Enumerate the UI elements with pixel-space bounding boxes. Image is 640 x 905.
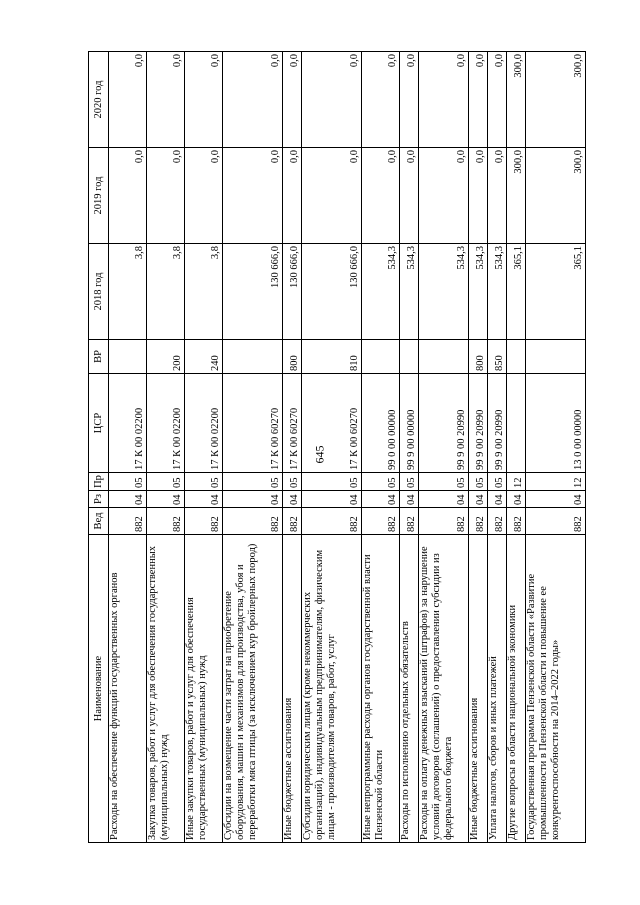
header-2020: 2020 год: [89, 52, 109, 148]
row-vr: [419, 340, 469, 374]
row-rz: 04: [147, 491, 185, 508]
row-ved: 882: [109, 508, 147, 535]
row-2020: 0,0: [362, 52, 400, 148]
row-2020: 0,0: [283, 52, 302, 148]
header-ved: Вед: [89, 508, 109, 535]
table-row: [109, 52, 147, 843]
row-vr: 800: [469, 340, 488, 374]
row-2019: 0,0: [400, 148, 419, 244]
row-2019: 0,0: [362, 148, 400, 244]
table-row: [469, 52, 488, 843]
row-vr: [109, 340, 147, 374]
row-2019: 0,0: [469, 148, 488, 244]
header-2018: 2018 год: [89, 244, 109, 340]
table-body: [109, 52, 586, 843]
row-ved: 882: [400, 508, 419, 535]
row-csr: 99 9 00 20990: [469, 374, 488, 473]
row-name: Иные непрограммные расходы органов государственной власти Пензенской области: [362, 535, 400, 843]
row-2019: 0,0: [147, 148, 185, 244]
table-row: [400, 52, 419, 843]
row-2020: 300,0: [526, 52, 586, 148]
row-csr: 99 9 00 20990: [488, 374, 507, 473]
row-pr: 05: [109, 473, 147, 491]
row-pr: 05: [302, 473, 362, 491]
row-2019: 0,0: [419, 148, 469, 244]
row-pr: 05: [283, 473, 302, 491]
row-vr: 810: [302, 340, 362, 374]
row-2018: 534,3: [488, 244, 507, 340]
row-vr: [400, 340, 419, 374]
row-name: Иные закупки товаров, работ и услуг для обеспечения государственных (муниципальных) нужд: [185, 535, 223, 843]
row-name: Субсидии на возмещение части затрат на приобретение оборудования, машин и механизмов для производства, убоя и переработки мяса птицы (за исключением кур бройлерных пород): [223, 535, 283, 843]
row-2018: 3,8: [109, 244, 147, 340]
row-pr: 12: [526, 473, 586, 491]
row-ved: 882: [362, 508, 400, 535]
row-pr: 05: [147, 473, 185, 491]
row-2019: 0,0: [223, 148, 283, 244]
row-rz: 04: [488, 491, 507, 508]
row-csr: 99 9 00 00000: [400, 374, 419, 473]
row-rz: 04: [419, 491, 469, 508]
table-row: [223, 52, 283, 843]
row-2018: 3,8: [185, 244, 223, 340]
row-rz: 04: [400, 491, 419, 508]
row-vr: 850: [488, 340, 507, 374]
row-2018: 130 666,0: [283, 244, 302, 340]
row-name: Иные бюджетные ассигнования: [283, 535, 302, 843]
row-name: Расходы на обеспечение функций государственных органов: [109, 535, 147, 843]
row-ved: 882: [507, 508, 526, 535]
row-2020: 0,0: [109, 52, 147, 148]
row-ved: 882: [185, 508, 223, 535]
row-csr: 17 К 00 02200: [109, 374, 147, 473]
row-2020: 0,0: [223, 52, 283, 148]
table-header-row: [89, 52, 109, 843]
row-2019: 0,0: [185, 148, 223, 244]
row-2019: 300,0: [526, 148, 586, 244]
row-2020: 0,0: [185, 52, 223, 148]
row-ved: 882: [223, 508, 283, 535]
row-2018: 130 666,0: [223, 244, 283, 340]
row-2020: 0,0: [469, 52, 488, 148]
row-pr: 05: [362, 473, 400, 491]
table-row: [283, 52, 302, 843]
row-csr: 17 К 00 02200: [185, 374, 223, 473]
header-2019: 2019 год: [89, 148, 109, 244]
row-ved: 882: [283, 508, 302, 535]
row-2020: 0,0: [419, 52, 469, 148]
row-name: Расходы на оплату денежных взысканий (штрафов) за нарушение условий договоров (соглашений) о предоставлении субсидии из федерального бюджета: [419, 535, 469, 843]
header-rz: Рз: [89, 491, 109, 508]
row-vr: [507, 340, 526, 374]
row-rz: 04: [302, 491, 362, 508]
row-rz: 04: [223, 491, 283, 508]
row-name: Расходы по исполнению отдельных обязательств: [400, 535, 419, 843]
row-2020: 300,0: [507, 52, 526, 148]
row-csr: 17 К 00 02200: [147, 374, 185, 473]
row-ved: 882: [419, 508, 469, 535]
page-number: 645: [312, 445, 327, 464]
header-vr: ВР: [89, 340, 109, 374]
header-csr: ЦСР: [89, 374, 109, 473]
row-vr: 200: [147, 340, 185, 374]
budget-table-container: [88, 52, 585, 843]
row-name: Другие вопросы в области национальной экономики: [507, 535, 526, 843]
row-csr: [507, 374, 526, 473]
row-rz: 04: [507, 491, 526, 508]
row-vr: [223, 340, 283, 374]
row-2018: 365,1: [526, 244, 586, 340]
row-pr: 05: [185, 473, 223, 491]
row-csr: 17 К 00 60270: [223, 374, 283, 473]
row-ved: 882: [526, 508, 586, 535]
table-row: [419, 52, 469, 843]
row-rz: 04: [469, 491, 488, 508]
table-row: [507, 52, 526, 843]
row-2018: 365,1: [507, 244, 526, 340]
row-name: Закупка товаров, работ и услуг для обеспечения государственных (муниципальных) нужд: [147, 535, 185, 843]
row-rz: 04: [362, 491, 400, 508]
row-2018: 534,3: [469, 244, 488, 340]
table-row: [526, 52, 586, 843]
row-ved: 882: [147, 508, 185, 535]
row-pr: 05: [223, 473, 283, 491]
row-vr: 800: [283, 340, 302, 374]
row-vr: [362, 340, 400, 374]
header-name: Наименование: [89, 535, 109, 843]
row-csr: 99 9 00 20990: [419, 374, 469, 473]
table-row: [147, 52, 185, 843]
table-row: [488, 52, 507, 843]
row-rz: 04: [526, 491, 586, 508]
row-rz: 04: [109, 491, 147, 508]
row-2018: 534,3: [419, 244, 469, 340]
row-rz: 04: [185, 491, 223, 508]
row-2018: 534,3: [362, 244, 400, 340]
row-csr: 17 К 00 60270: [302, 374, 362, 473]
row-2018: 130 666,0: [302, 244, 362, 340]
row-name: Субсидии юридическим лицам (кроме некоммерческих организаций), индивидуальным предпринимателям, физическим лицам - производителям товаров, работ, услуг: [302, 535, 362, 843]
row-csr: 99 0 00 00000: [362, 374, 400, 473]
row-ved: 882: [488, 508, 507, 535]
row-ved: 882: [469, 508, 488, 535]
row-name: Государственная программа Пензенской области «Развитие промышленности в Пензенской области и повышение ее конкурентоспособности на 2014–2022 годы»: [526, 535, 586, 843]
row-2018: 534,3: [400, 244, 419, 340]
row-2019: 300,0: [507, 148, 526, 244]
row-2018: 3,8: [147, 244, 185, 340]
row-vr: [526, 340, 586, 374]
row-pr: 05: [488, 473, 507, 491]
row-rz: 04: [283, 491, 302, 508]
budget-table: [88, 51, 586, 843]
row-pr: 05: [419, 473, 469, 491]
row-2020: 0,0: [302, 52, 362, 148]
table-row: [185, 52, 223, 843]
row-pr: 05: [400, 473, 419, 491]
row-name: Иные бюджетные ассигнования: [469, 535, 488, 843]
table-row: [302, 52, 362, 843]
row-pr: 12: [507, 473, 526, 491]
row-2019: 0,0: [109, 148, 147, 244]
row-2019: 0,0: [283, 148, 302, 244]
row-name: Уплата налогов, сборов и иных платежей: [488, 535, 507, 843]
row-2020: 0,0: [147, 52, 185, 148]
row-ved: 882: [302, 508, 362, 535]
row-2019: 0,0: [488, 148, 507, 244]
row-vr: 240: [185, 340, 223, 374]
row-pr: 05: [469, 473, 488, 491]
table-row: [362, 52, 400, 843]
row-csr: 13 0 00 00000: [526, 374, 586, 473]
row-csr: 17 К 00 60270: [283, 374, 302, 473]
header-pr: Пр: [89, 473, 109, 491]
row-2019: 0,0: [302, 148, 362, 244]
row-2020: 0,0: [488, 52, 507, 148]
row-2020: 0,0: [400, 52, 419, 148]
